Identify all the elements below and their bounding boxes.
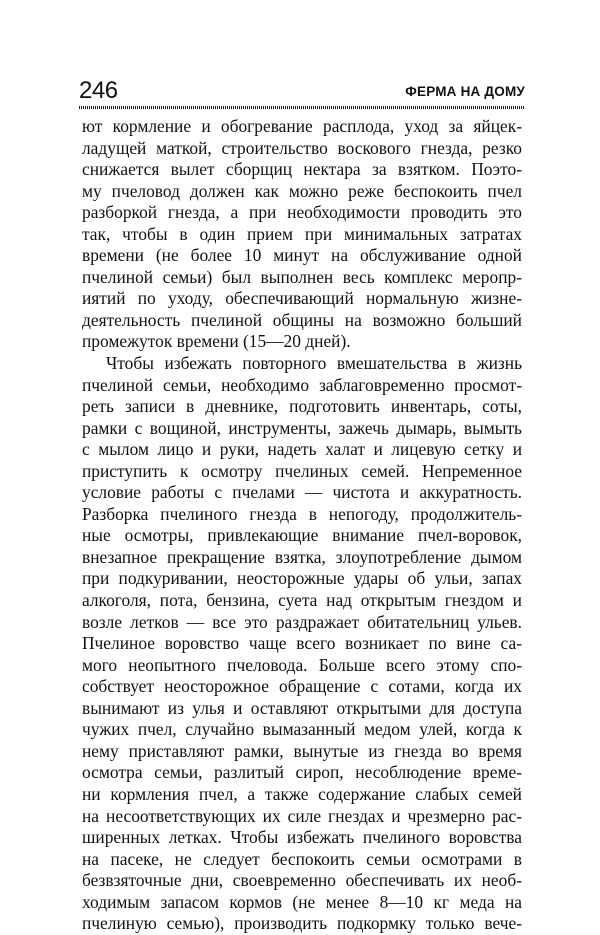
text-line: ют кормление и обогревание расплода, уход за яйцек-: [82, 116, 522, 136]
text-line: безвзяточные дни, своевременно обеспечивать их необ-: [82, 870, 522, 891]
text-line: ладущей маткой, строительство воскового гнезда, резко: [82, 137, 522, 158]
text-line: реть записи в дневнике, подготовить инвентарь, соты,: [82, 396, 522, 417]
text-line: мого неопытного пчеловода. Больше всего этому спо-: [82, 654, 522, 675]
text-line: иятий по уходу, обеспечивающий нормальную жизне-: [82, 288, 522, 309]
text-line: внезапное прекращение взятка, злоупотребление дымом: [82, 546, 522, 567]
page-number: 246: [79, 77, 118, 104]
text-line: снижается вылет сборщиц нектара за взятком. Поэто-: [82, 159, 522, 180]
body-text: [82, 116, 522, 935]
header-rule: [79, 106, 525, 109]
text-line: осмотра семьи, разлитый сироп, несоблюдение време-: [82, 762, 522, 783]
text-line: ширенных летках. Чтобы избежать пчелиного воровства: [82, 827, 522, 848]
text-line: времени (не более 10 минут на обслуживание одной: [82, 245, 522, 266]
text-line: ни кормления пчел, а также содержание слабых семей: [82, 783, 522, 804]
text-line: деятельность пчелиной общины на возможно больший: [82, 309, 522, 330]
text-line: так, чтобы в один прием при минимальных затратах: [82, 223, 522, 244]
text-line: Чтобы избежать повторного вмешательства в жизнь: [106, 353, 522, 374]
text-line: разборкой гнезда, а при необходимости проводить это: [82, 202, 522, 223]
text-line: рамки с вощиной, инструменты, зажечь дымарь, вымыть: [82, 417, 522, 438]
text-line: приступить к осмотру пчелиных семей. Непременное: [82, 460, 522, 481]
text-line: промежуток времени (15—20 дней).: [82, 331, 351, 352]
text-line: возле летков — все это раздражает обитательниц ульев.: [82, 611, 522, 632]
text-line: на пасеке, не следует беспокоить семьи осмотрами в: [82, 848, 522, 869]
text-line: му пчеловод должен как можно реже беспокоить пчел: [82, 180, 522, 201]
text-line: условие работы с пчелами — чистота и аккуратность.: [82, 482, 522, 503]
text-line: ходимым запасом кормов (не менее 8—10 кг меда на: [82, 891, 522, 912]
paragraph: [82, 116, 522, 353]
text-line: пчелиной семьи, необходимо заблаговременно просмот-: [82, 374, 522, 395]
text-line: Разборка пчелиного гнезда в непогоду, продолжитель-: [82, 503, 522, 524]
text-line: с мылом лицо и руки, надеть халат и лицевую сетку и: [82, 439, 522, 460]
text-line: ные осмотры, привлекающие внимание пчел-воровок,: [82, 525, 522, 546]
text-line: вынимают из улья и оставляют открытыми для доступа: [82, 697, 522, 718]
running-title: ФЕРМА НА ДОМУ: [405, 84, 525, 99]
paragraph: [82, 353, 522, 935]
text-line: при подкуривании, неосторожные удары об ульи, запах: [82, 568, 522, 589]
text-line: Пчелиное воровство чаще всего возникает по вине са-: [82, 633, 522, 654]
page-header: [79, 77, 525, 104]
text-line: пчелиной семьи) был выполнен весь комплекс меропр-: [82, 266, 522, 287]
text-line: чужих пчел, случайно вымазанный медом улей, когда к: [82, 719, 522, 740]
text-line: пчелиную семью), производить подкормку только вече-: [82, 913, 522, 934]
text-line: алкоголя, пота, бензина, суета над открытым гнездом и: [82, 590, 522, 611]
text-line: нему приставляют рамки, вынутые из гнезда во время: [82, 740, 522, 761]
text-line: собствует неосторожное обращение с сотами, когда их: [82, 676, 522, 697]
text-line: на несоответствующих их силе гнездах и чрезмерно рас-: [82, 805, 522, 826]
